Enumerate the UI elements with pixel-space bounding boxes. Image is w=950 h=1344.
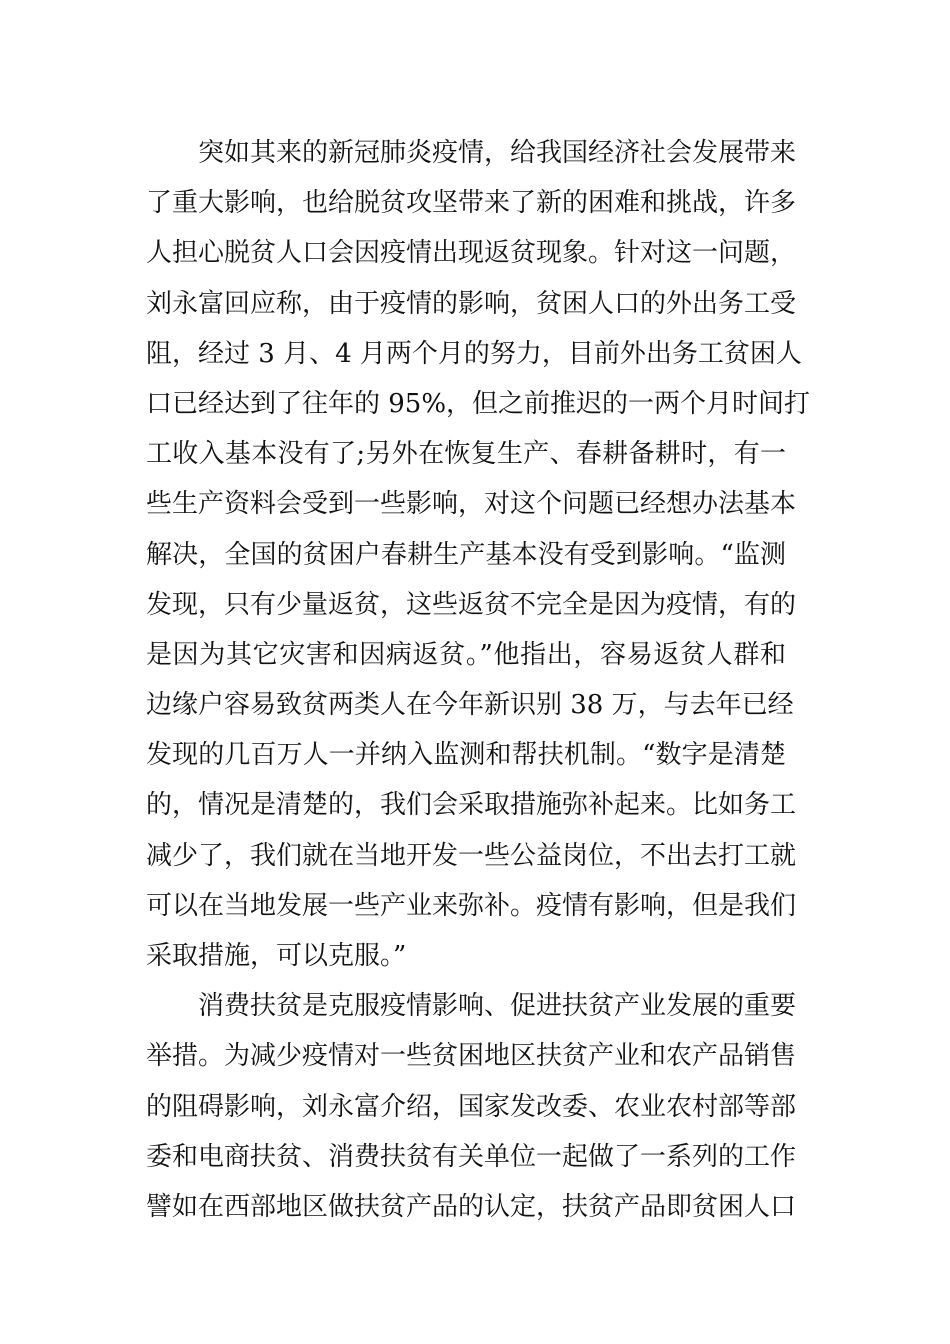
paragraph-line: 工收入基本没有了;另外在恢复生产、春耕备耕时，有一	[146, 439, 786, 470]
paragraph-line: 举措。为减少疫情对一些贫困地区扶贫产业和农产品销售	[146, 1041, 797, 1072]
paragraph-2	[146, 981, 797, 1232]
paragraph-line: 消费扶贫是克服疫情影响、促进扶贫产业发展的重要	[198, 991, 797, 1022]
document-body	[146, 128, 811, 1232]
paragraph-line: 减少了，我们就在当地开发一些公益岗位，不出去打工就	[146, 840, 797, 871]
paragraph-line: 阻，经过 3 月、4 月两个月的努力，目前外出务工贫困人	[146, 338, 802, 369]
paragraph-line: 委和电商扶贫、消费扶贫有关单位一起做了一系列的工作	[146, 1141, 797, 1172]
paragraph-line: 了重大影响，也给脱贫攻坚带来了新的困难和挑战，许多	[146, 188, 797, 219]
paragraph-line: 的，情况是清楚的，我们会采取措施弥补起来。比如务工	[146, 790, 797, 821]
paragraph-line: 突如其来的新冠肺炎疫情，给我国经济社会发展带来	[198, 138, 797, 168]
paragraph-line: 发现，只有少量返贫，这些返贫不完全是因为疫情，有的	[146, 589, 797, 620]
paragraph-line: 些生产资料会受到一些影响，对这个问题已经想办法基本	[146, 489, 797, 520]
paragraph-line: 可以在当地发展一些产业来弥补。疫情有影响，但是我们	[146, 890, 797, 921]
paragraph-line: 口已经达到了往年的 95%，但之前推迟的一两个月时间打	[146, 388, 811, 419]
paragraph-line: 解决，全国的贫困户春耕生产基本没有受到影响。“监测	[146, 539, 786, 570]
paragraph-line: 譬如在西部地区做扶贫产品的认定，扶贫产品即贫困人口	[146, 1191, 797, 1222]
paragraph-line: 刘永富回应称，由于疫情的影响，贫困人口的外出务工受	[146, 288, 797, 319]
paragraph-line: 采取措施，可以克服。”	[146, 941, 407, 971]
paragraph-line: 是因为其它灾害和因病返贫。”他指出，容易返贫人群和	[146, 639, 786, 670]
paragraph-line: 的阻碍影响，刘永富介绍，国家发改委、农业农村部等部	[146, 1091, 797, 1122]
paragraph-1	[146, 128, 811, 981]
paragraph-line: 边缘户容易致贫两类人在今年新识别 38 万，与去年已经	[146, 690, 794, 721]
paragraph-line: 人担心脱贫人口会因疫情出现返贫现象。针对这一问题，	[146, 238, 797, 269]
paragraph-line: 发现的几百万人一并纳入监测和帮扶机制。“数字是清楚	[146, 740, 786, 771]
